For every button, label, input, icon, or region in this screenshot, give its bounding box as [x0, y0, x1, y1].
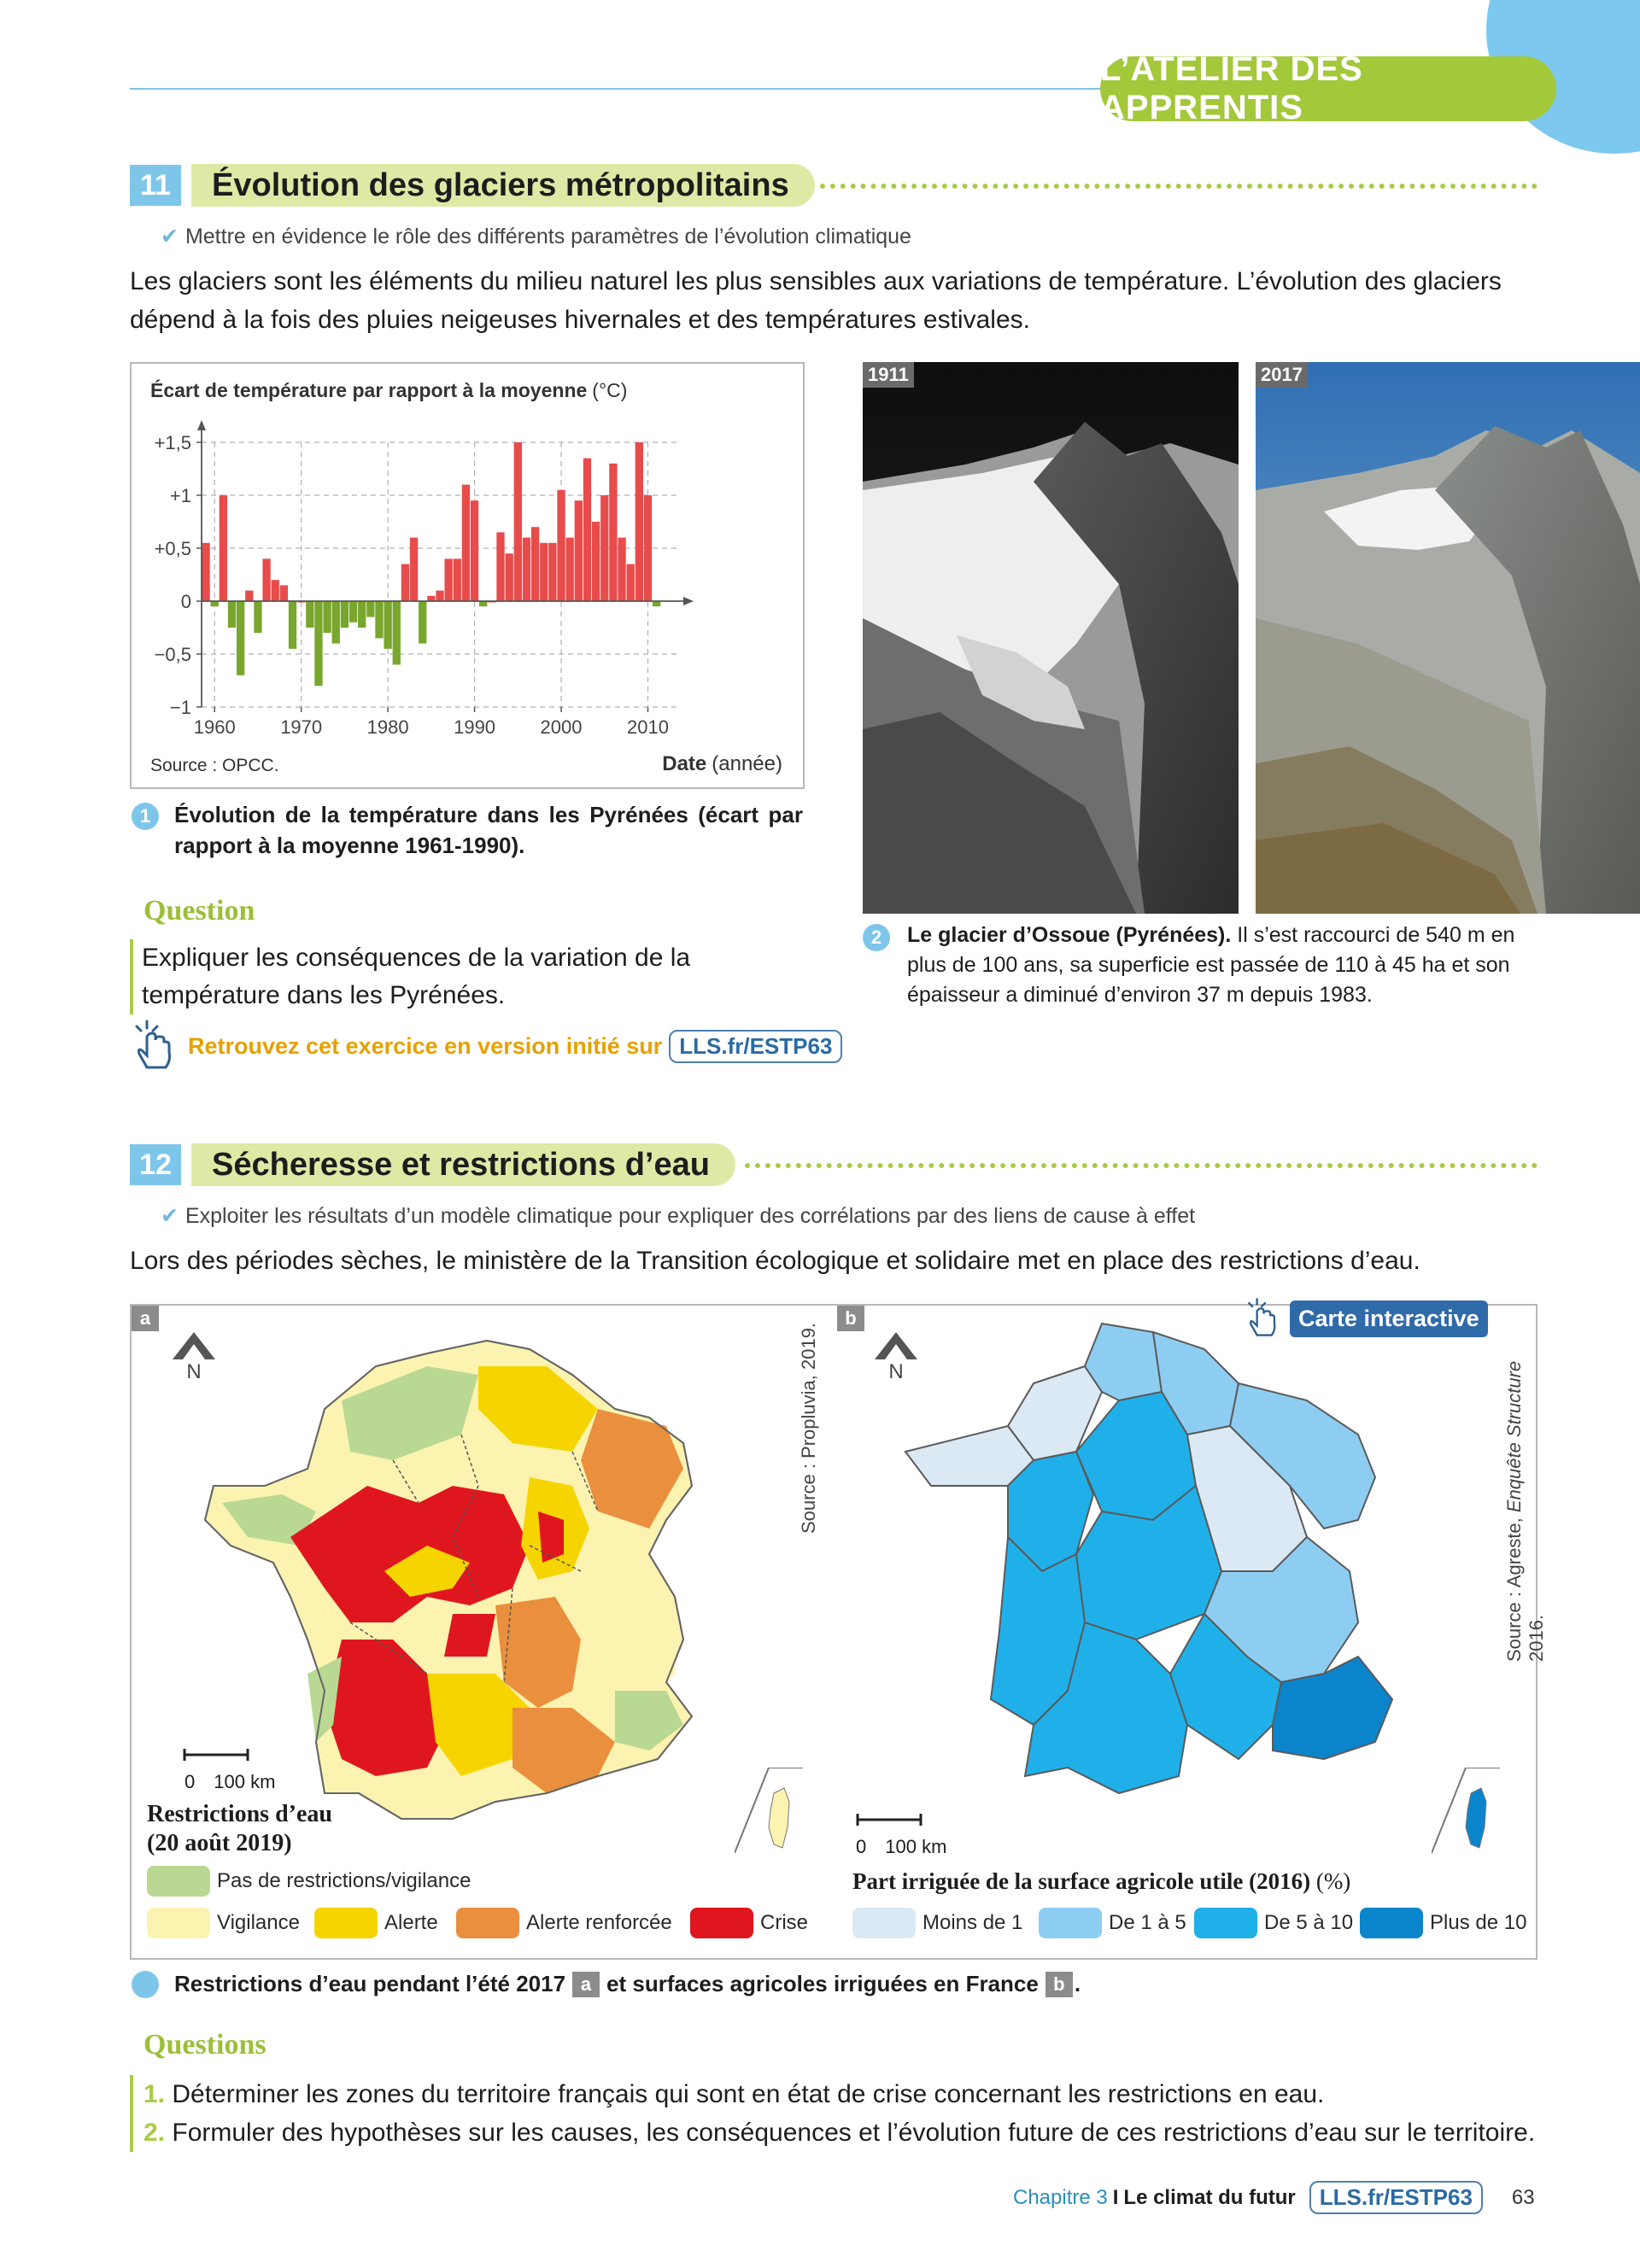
legend-swatch [147, 1908, 210, 1938]
y-tick-label: 0 [180, 591, 191, 612]
map-b-source: Source : Agreste, Enquête Structure 2016. [1503, 1360, 1547, 1662]
bar-1990 [471, 500, 478, 601]
bar-1960 [211, 601, 219, 606]
bar-1991 [479, 601, 487, 606]
bar-1964 [245, 591, 253, 601]
svg-text:N: N [186, 1360, 202, 1383]
check-icon: ✔ [161, 1204, 179, 1228]
bar-1993 [496, 532, 504, 601]
doc-maps-bullet [132, 1971, 159, 1998]
y-tick-label: +0,5 [154, 538, 191, 559]
footer-title: Le climat du futur [1123, 2185, 1296, 2209]
bar-1987 [444, 558, 452, 601]
exercise-12-intro: Lors des périodes sèches, le ministère de la Transition écologique et solidaire met en place des restrictions d’eau. [130, 1247, 1420, 1275]
bar-1963 [237, 601, 244, 675]
corsica-inset-b [1432, 1768, 1500, 1870]
bar-1968 [280, 585, 288, 601]
x-tick-label: 2000 [540, 716, 583, 738]
legend-a-item-0: Pas de restrictions/vigilance [147, 1866, 471, 1897]
doc-1-number: 1 [132, 803, 159, 830]
maps-caption [174, 1971, 1081, 1997]
page-number: 63 [1511, 2185, 1535, 2209]
doc-1-caption-line-1: Évolution de la température dans les Pyrénées (écart par [174, 802, 803, 827]
photo-2017 [1256, 362, 1640, 914]
doc-2-caption-line-3: épaisseur a diminué d’environ 37 m depuis 1983. [907, 983, 1373, 1007]
legend-a-item-2: Alerte [314, 1908, 438, 1938]
bar-1997 [531, 527, 539, 601]
legend-swatch [690, 1908, 753, 1938]
map-a-scale-bar [183, 1747, 251, 1764]
map-b-scale-label: 0 100 km [856, 1836, 947, 1857]
y-axis-arrow [197, 420, 206, 430]
title-dots-2 [745, 1163, 1538, 1168]
y-tick-label: −1 [169, 697, 191, 718]
photo-2017-tag: 2017 [1256, 362, 1308, 388]
header-rule [130, 88, 1104, 90]
footer-link[interactable]: LLS.fr/ESTP63 [1309, 2181, 1483, 2214]
doc-1-caption-line-2: rapport à la moyenne 1961-1990). [174, 833, 525, 858]
map-b-irrigation [880, 1315, 1478, 1836]
bar-1961 [220, 495, 227, 601]
doc-2-number: 2 [863, 924, 890, 951]
bar-1998 [540, 543, 548, 601]
corsica-inset-a [735, 1768, 803, 1870]
legend-a-item-4: Crise [690, 1908, 808, 1938]
bar-2000 [557, 490, 565, 601]
legend-b-item-2: De 5 à 10 [1194, 1908, 1353, 1938]
photo-1911 [863, 362, 1239, 914]
legend-a-item-3: Alerte renforcée [456, 1908, 672, 1938]
exercise-12-title: Sécheresse et restrictions d’eau [191, 1143, 735, 1186]
bar-1977 [358, 601, 366, 628]
intro-line-1: Les glaciers sont les éléments du milieu naturel les plus sensibles aux variations de température. L’évolution des glaciers [130, 267, 1502, 295]
legend-swatch [1360, 1908, 1423, 1938]
bar-2008 [627, 564, 635, 601]
doc-2-caption [907, 921, 1573, 1010]
question-text [130, 939, 791, 1014]
bar-1994 [505, 553, 512, 601]
bar-1966 [262, 558, 270, 601]
legend-b-item-3: Plus de 10 [1360, 1908, 1526, 1938]
x-tick-label: 1980 [366, 716, 409, 738]
y-tick-label: −0,5 [154, 644, 191, 665]
legend-swatch [147, 1866, 210, 1897]
legend-a-item-1: Vigilance [147, 1908, 300, 1938]
bar-1975 [341, 601, 348, 628]
exercise-11-number: 11 [130, 165, 181, 206]
exercise-11-title: Évolution des glaciers métropolitains [191, 164, 815, 207]
exercise-12-number: 12 [130, 1144, 181, 1185]
question-title: Question [144, 895, 255, 926]
bar-1978 [366, 601, 374, 617]
objective-text: Mettre en évidence le rôle des différents paramètres de l’évolution climatique [184, 225, 911, 248]
bar-2003 [583, 459, 591, 601]
questions-title: Questions [144, 2029, 266, 2060]
check-icon: ✔ [161, 225, 179, 248]
intro-line-2: dépend à la fois des pluies neigeuses hivernales et des températures estivales. [130, 306, 1030, 334]
bar-1967 [272, 580, 279, 601]
map-a-scale-label: 0 100 km [184, 1771, 276, 1792]
doc-1-caption [174, 799, 803, 861]
bar-1972 [314, 601, 322, 686]
svg-text:N: N [888, 1360, 904, 1383]
exercise-11-objective [161, 224, 911, 249]
bar-2011 [653, 601, 660, 606]
retro-link[interactable]: LLS.fr/ESTP63 [669, 1030, 842, 1063]
bar-1988 [454, 558, 461, 601]
footer [1013, 2181, 1535, 2214]
bar-1969 [289, 601, 296, 649]
x-tick-label: 1970 [280, 716, 323, 738]
bar-2005 [600, 495, 608, 601]
bar-1979 [375, 601, 383, 638]
question-2: 2. Formuler des hypothèses sur les causes, les conséquences et l’évolution future de ces restrictions d’eau sur le territoire. [144, 2119, 1536, 2147]
footer-separator: I [1112, 2185, 1119, 2209]
retro-text: Retrouvez cet exercice en version initié sur [188, 1032, 663, 1059]
legend-swatch [1194, 1908, 1257, 1938]
tap-hand-icon [130, 1018, 184, 1074]
maps-caption-part-1: Restrictions d’eau pendant l’été 2017 [174, 1971, 566, 1996]
photo-1911-tag: 1911 [863, 362, 914, 388]
map-a-legend-title: Restrictions d’eau (20 août 2019) [147, 1801, 332, 1856]
bar-1995 [514, 442, 522, 601]
bar-1971 [306, 601, 313, 628]
bar-1973 [323, 601, 331, 633]
retro-row [130, 1018, 842, 1074]
interactive-map-button[interactable]: Carte interactive [1290, 1301, 1488, 1337]
bar-2004 [592, 522, 600, 601]
bar-1981 [393, 601, 401, 664]
bar-2009 [636, 442, 643, 601]
map-a-restrictions [171, 1315, 820, 1836]
x-tick-label: 2010 [627, 716, 669, 738]
legend-swatch [1039, 1908, 1102, 1938]
legend-swatch [314, 1908, 378, 1938]
map-b-legend-title: Part irriguée de la surface agricole utile (2016) (%) [852, 1868, 1351, 1894]
x-tick-label: 1960 [193, 716, 236, 738]
section-badge: L’ATELIER DES APPRENTIS [1100, 56, 1556, 121]
bar-1985 [427, 596, 435, 601]
question-1: 1. Déterminer les zones du territoire français qui sont en état de crise concernant les restrictions en eau. [144, 2080, 1325, 2108]
bar-1980 [384, 601, 391, 649]
map-b-scale-bar [856, 1812, 924, 1829]
temperature-chart-frame [130, 362, 805, 789]
legend-b-item-0: Moins de 1 [852, 1908, 1022, 1938]
maps-caption-part-2: et surfaces agricoles irriguées en France [606, 1971, 1039, 1996]
bar-1983 [410, 538, 418, 601]
exercise-11-intro [130, 262, 1548, 339]
bar-1984 [419, 601, 426, 644]
glacier-1911-image [863, 362, 1239, 914]
objective-text: Exploiter les résultats d’un modèle climatique pour expliquer des corrélations par des liens de cause à effet [184, 1204, 1196, 1228]
title-dots [820, 184, 1538, 189]
chart-source: Source : OPCC. [150, 756, 279, 775]
map-a-letter: a [132, 1306, 159, 1331]
x-axis-label: Date (année) [662, 752, 782, 775]
legend-swatch [852, 1908, 916, 1938]
legend-swatch [456, 1908, 519, 1938]
bar-1996 [523, 538, 530, 601]
bar-2007 [618, 538, 625, 601]
question-line-1: Expliquer les conséquences de la variation de la [142, 944, 691, 972]
exercise-12-objective [161, 1203, 1195, 1229]
bar-2001 [566, 538, 574, 601]
x-tick-label: 1990 [454, 716, 496, 738]
y-tick-label: +1,5 [154, 432, 191, 453]
bar-1986 [436, 591, 443, 601]
caption-letter-b: b [1046, 1972, 1073, 1997]
doc-2-caption-line-2: plus de 100 ans, sa superficie est passée de 110 à 45 ha et son [907, 953, 1510, 977]
doc-2-caption-line-1: Le glacier d’Ossoue (Pyrénées). Il s’est raccourci de 540 m en [907, 923, 1515, 947]
bar-1989 [462, 485, 470, 601]
bar-1976 [349, 601, 357, 623]
caption-letter-a: a [572, 1972, 600, 1997]
bar-1982 [401, 564, 409, 601]
glacier-2017-image [1256, 362, 1640, 914]
question-line-2: température dans les Pyrénées. [142, 981, 506, 1009]
footer-chapter: Chapitre 3 [1013, 2185, 1108, 2209]
x-axis-arrow [683, 597, 694, 605]
bar-1962 [228, 601, 236, 628]
questions-list [130, 2075, 1535, 2152]
maps-caption-end: . [1074, 1971, 1081, 1996]
bar-2010 [644, 495, 652, 601]
bar-1999 [548, 543, 556, 601]
y-tick-label: +1 [169, 485, 191, 506]
bar-2006 [609, 464, 617, 601]
chart-title: Écart de température par rapport à la moyenne (°C) [150, 379, 628, 401]
temperature-bar-chart [132, 364, 803, 787]
map-a-source: Source : Propluvia, 2019. [798, 1322, 819, 1534]
bar-2002 [575, 500, 583, 601]
bar-1965 [254, 601, 261, 633]
map-b-letter: b [837, 1306, 864, 1331]
bar-1959 [202, 543, 209, 601]
legend-b-item-1: De 1 à 5 [1039, 1908, 1186, 1938]
bar-1974 [332, 601, 340, 644]
